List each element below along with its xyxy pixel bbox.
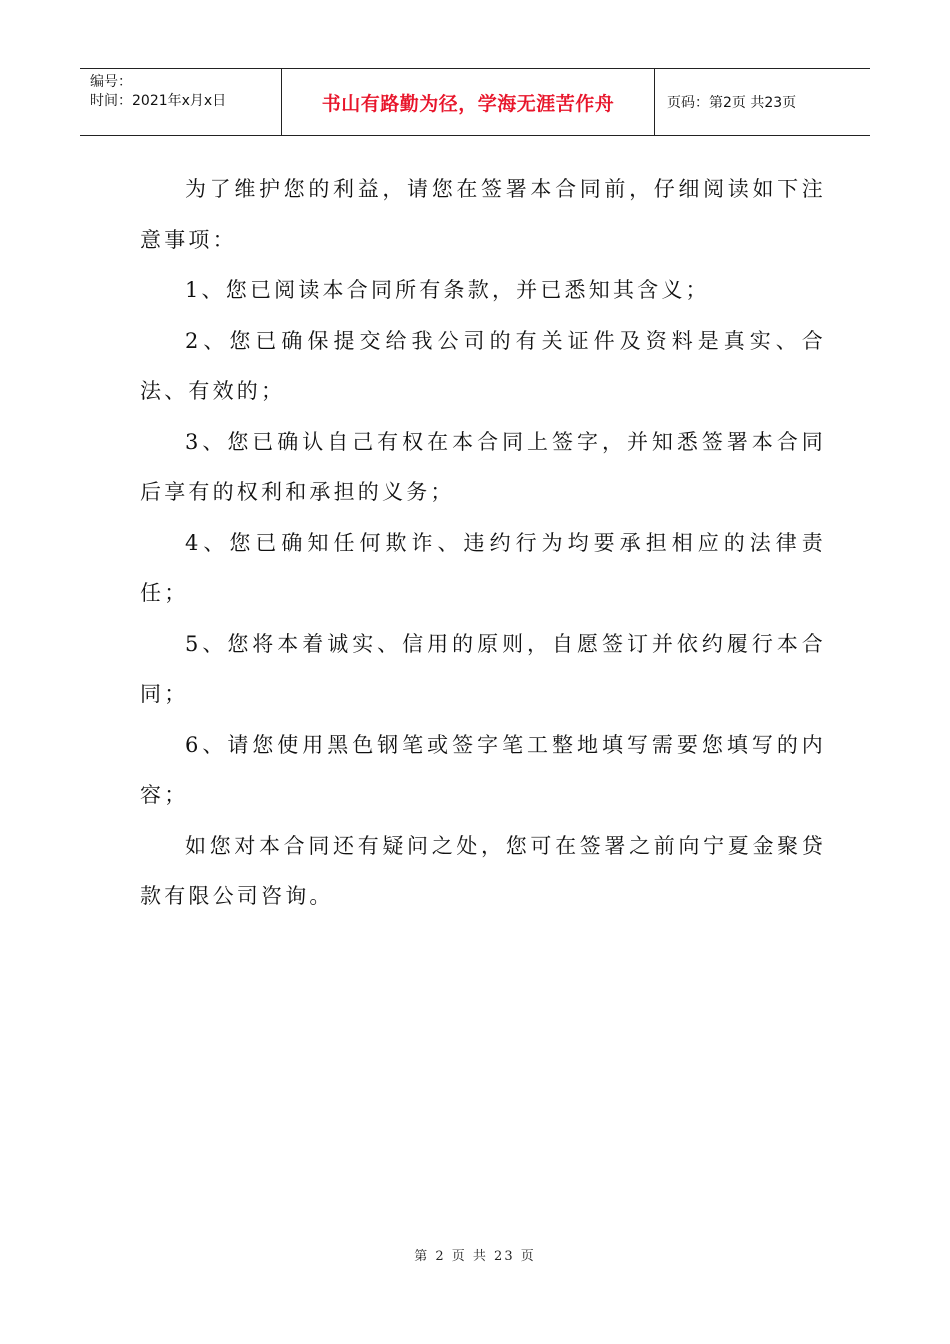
header-time-label: 时间：2021年x月x日 [90, 93, 227, 109]
document-body [140, 164, 826, 922]
notice-intro: 为了维护您的利益，请您在签署本合同前，仔细阅读如下注意事项： [140, 177, 826, 252]
notice-item-1: 1、您已阅读本合同所有条款，并已悉知其含义； [185, 278, 710, 302]
notice-closing: 如您对本合同还有疑问之处，您可在签署之前向宁夏金聚贷款有限公司咨询。 [140, 833, 826, 908]
notice-item-3: 3、您已确认自己有权在本合同上签字，并知悉签署本合同后享有的权利和承担的义务； [140, 429, 826, 504]
header-number-label: 编号： [90, 74, 132, 90]
notice-item-4: 4、您已确知任何欺诈、违约行为均要承担相应的法律责任； [140, 530, 826, 605]
header-meta [80, 69, 282, 135]
document-header [80, 68, 870, 136]
notice-item-5: 5、您将本着诚实、信用的原则，自愿签订并依约履行本合同； [140, 631, 826, 706]
header-page-info: 页码：第2页 共23页 [667, 95, 797, 111]
page-footer: 第 2 页 共 23 页 [414, 1249, 536, 1264]
notice-item-6: 6、请您使用黑色钢笔或签字笔工整地填写需要您填写的内容； [140, 732, 826, 807]
header-motto: 书山有路勤为径，学海无涯苦作舟 [282, 69, 655, 135]
notice-item-2: 2、您已确保提交给我公司的有关证件及资料是真实、合法、有效的； [140, 328, 826, 403]
